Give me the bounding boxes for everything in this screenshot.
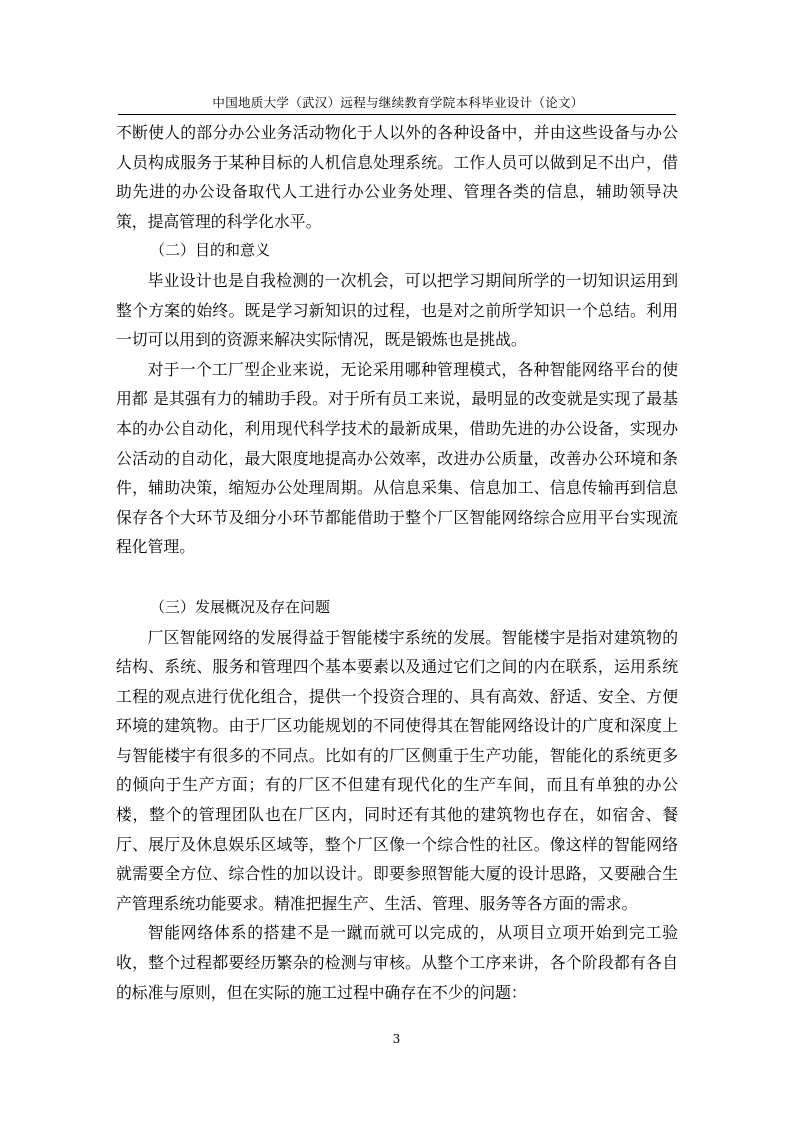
header-rule <box>118 114 676 115</box>
section-heading-purpose: （二）目的和意义 <box>150 241 271 260</box>
page-number: 3 <box>392 1032 401 1046</box>
paragraph-purpose-2: 对于一个工厂型企业来说，无论采用哪种管理模式，各种智能网络平台的使用都 是其强有力的辅助手段。对于所有员工来说，最明显的改变就是实现了最基本的办公自动化，利用现代科学技术的最新成果，借助先进的办公设备，实现办公活动的自动化，最大限度地提高办公效率，改进办公质量，改善办公环境和条件，辅助决策，缩短办公处理周期。从信息采集、信息加工、信息传输再到信息保存各个大环节及细分小环节都能借助于整个厂区智能网络综合应用平台实现流程化管理。 <box>116 359 678 557</box>
paragraph-development-1: 厂区智能网络的发展得益于智能楼宇系统的发展。智能楼宇是指对建筑物的结构、系统、服务和管理四个基本要素以及通过它们之间的内在联系，运用系统工程的观点进行优化组合，提供一个投资合理的、具有高效、舒适、安全、方便环境的建筑物。由于厂区功能规划的不同使得其在智能网络设计的广度和深度上与智能楼宇有很多的不同点。比如有的厂区侧重于生产功能，智能化的系统更多的倾向于生产方面；有的厂区不但建有现代化的生产车间，而且有单独的办公楼，整个的管理团队也在厂区内，同时还有其他的建筑物也存在，如宿舍、餐厅、展厅及休息娱乐区域等，整个厂区像一个综合性的社区。像这样的智能网络就需要全方位、综合性的加以设计。即要参照智能大厦的设计思路，又要融合生产管理系统功能要求。精准把握生产、生活、管理、服务等各方面的需求。 <box>116 627 678 913</box>
section-heading-development: （三）发展概况及存在问题 <box>150 597 331 616</box>
paragraph-purpose-1: 毕业设计也是自我检测的一次机会，可以把学习期间所学的一切知识运用到整个方案的始终。既是学习新知识的过程，也是对之前所学知识一个总结。利用一切可以用到的资源来解决实际情况，既是锻炼也是挑战。 <box>116 270 678 350</box>
document-body <box>116 118 678 1007</box>
paragraph-development-2: 智能网络体系的搭建不是一蹴而就可以完成的，从项目立项开始到完工验收，整个过程都要经历繁杂的检测与审核。从整个工序来讲，各个阶段都有各自的标准与原则，但在实际的施工过程中确存在不少的问题： <box>116 923 678 1002</box>
page-header: 中国地质大学（武汉）远程与继续教育学院本科毕业设计（论文） <box>212 95 584 110</box>
paragraph-continued: 不断使人的部分办公业务活动物化于人以外的各种设备中，并由这些设备与办公人员构成服务于某种目标的人机信息处理系统。工作人员可以做到足不出户，借助先进的办公设备取代人工进行办公业务处理、管理各类的信息，辅助领导决策，提高管理的科学化水平。 <box>116 123 678 231</box>
